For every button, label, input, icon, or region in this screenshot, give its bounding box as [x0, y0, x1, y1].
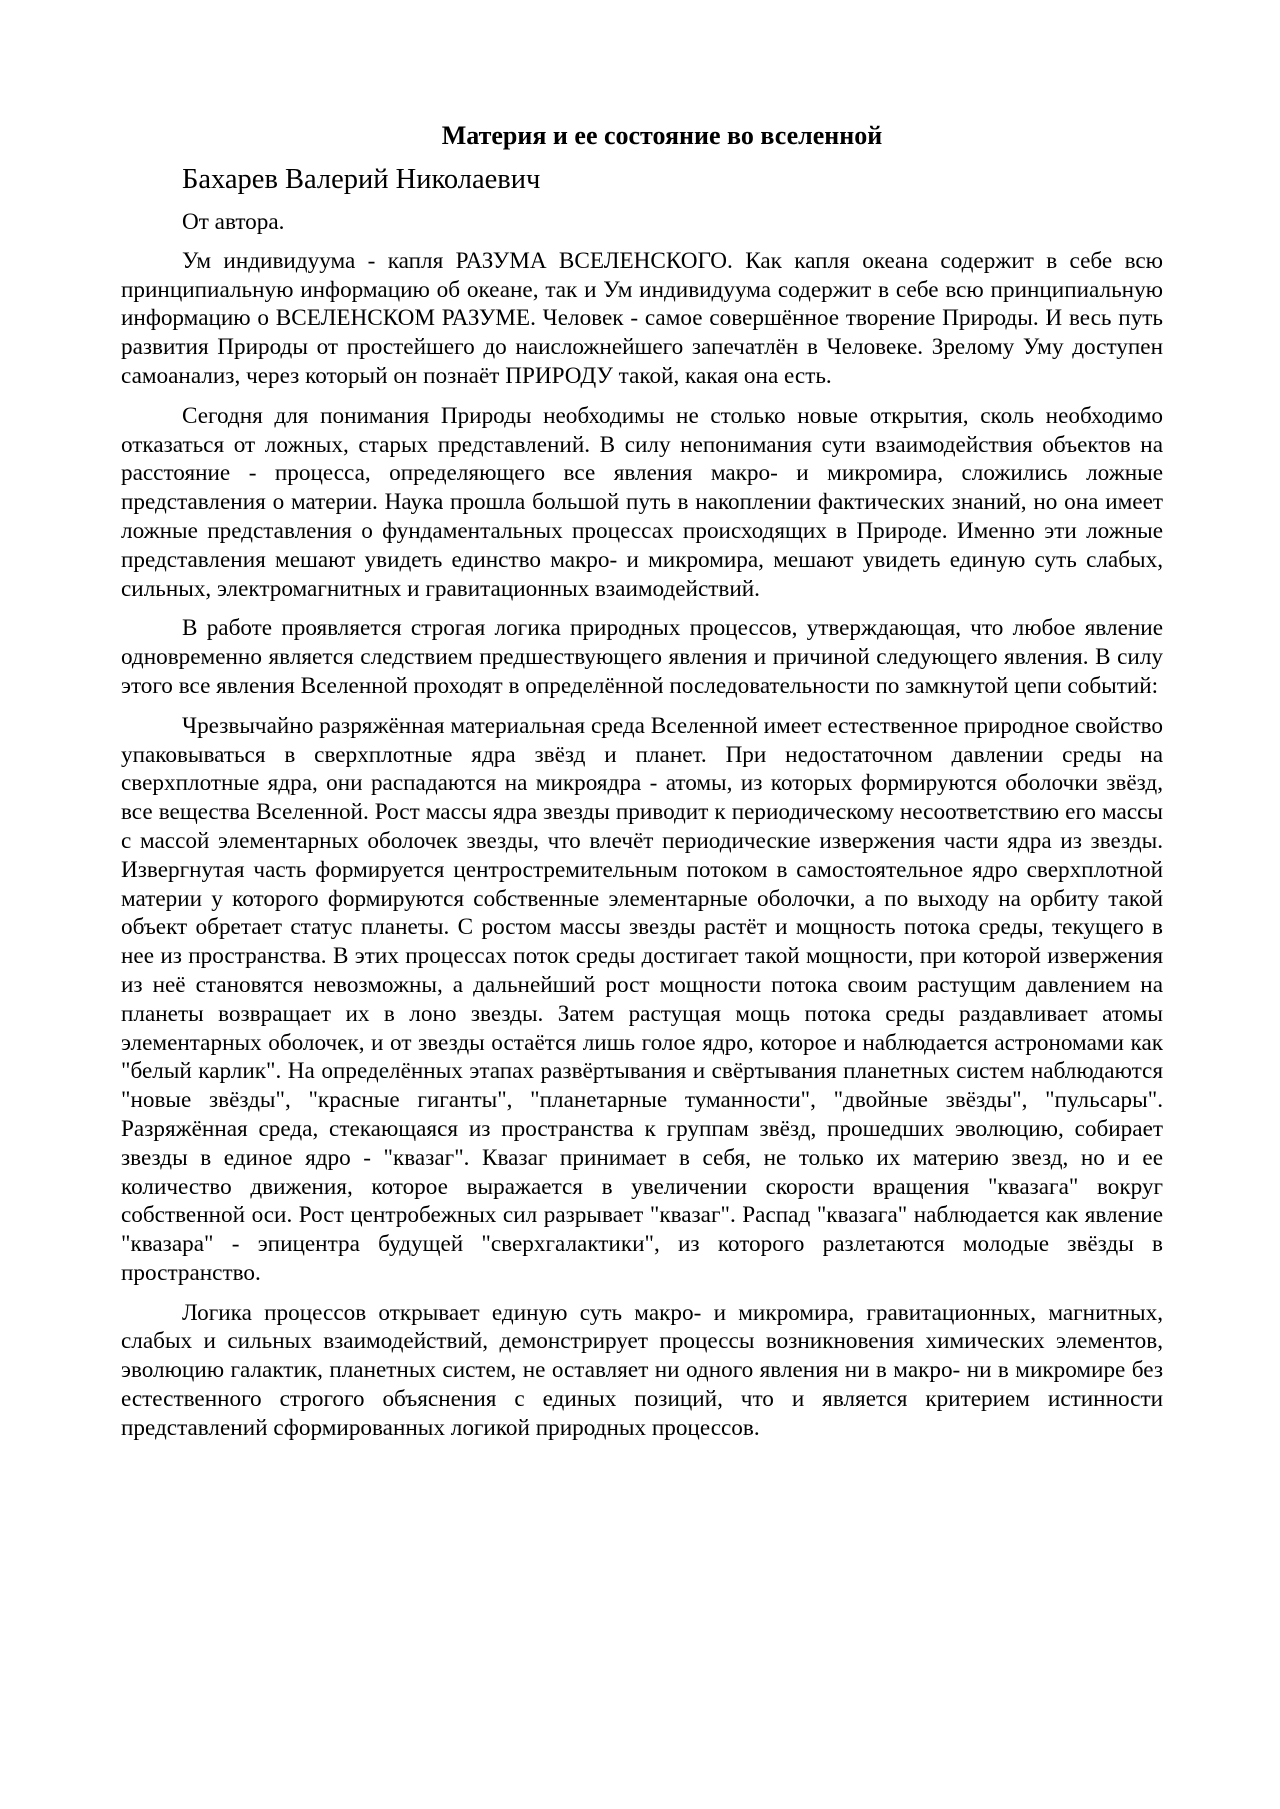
section-heading-from-author: От автора. [182, 209, 285, 235]
paragraph-1: Ум индивидуума - капля РАЗУМА ВСЕЛЕНСКОГО. Как капля океана содержит в себе всю принципиальную информацию об океане, так и Ум индивидуума содержит в себе всю принципиальную информацию о ВСЕЛЕНСКОМ РАЗУМЕ. Человек - самое совершённое творение Природы. И весь путь развития Природы от простейшего до наисложнейшего запечатлён в Человеке. Зрелому Уму доступен самоанализ, через который он познаёт ПРИРОДУ такой, какая она есть. [121, 247, 1163, 389]
paragraph-5: Логика процессов открывает единую суть макро- и микромира, гравитационных, магнитных, слабых и сильных взаимодействий, демонстрирует процессы возникновения химических элементов, эволюцию галактик, планетных систем, не оставляет ни одного явления ни в макро- ни в микромире без естественного строгого объяснения с единых позиций, что и является критерием истинности представлений сформированных логикой природных процессов. [121, 1299, 1163, 1441]
author-name: Бахарев Валерий Николаевич [182, 164, 541, 195]
paragraph-3: В работе проявляется строгая логика природных процессов, утверждающая, что любое явление одновременно является следствием предшествующего явления и причиной следующего явления. В силу этого все явления Вселенной проходят в определённой последовательности по замкнутой цепи событий: [121, 615, 1163, 699]
paragraph-4: Чрезвычайно разряжённая материальная среда Вселенной имеет естественное природное свойство упаковываться в сверхплотные ядра звёзд и планет. При недостаточном давлении среды на сверхплотные ядра, они распадаются на микроядра - атомы, из которых формируются оболочки звёзд, все вещества Вселенной. Рост массы ядра звезды приводит к периодическому несоответствию его массы с массой элементарных оболочек звезды, что влечёт периодические извержения части ядра из звезды. Извергнутая часть формируется центростремительным потоком в самостоятельное ядро сверхплотной материи у которого формируются собственные элементарные оболочки, а по выходу на орбиту такой объект обретает статус планеты. С ростом массы звезды растёт и мощность потока среды, текущего в нее из пространства. В этих процессах поток среды достигает такой мощности, при которой извержения из неё становятся невозможны, а дальнейший рост мощности потока своим растущим давлением на планеты возвращает их в лоно звезды. Затем растущая мощь потока среды раздавливает атомы элементарных оболочек, и от звезды остаётся лишь голое ядро, которое и наблюдается астрономами как "белый карлик". На определённых этапах развёртывания и свёртывания планетных систем наблюдаются "новые звёзды", "красные гиганты", "планетарные туманности", "двойные звёзды", "пульсары". Разряжённая среда, стекающаяся из пространства к группам звёзд, прошедших эволюцию, собирает звезды в единое ядро - "квазаг". Квазаг принимает в себя, не только их материю звезд, но и ее количество движения, которое выражается в увеличении скорости вращения "квазага" вокруг собственной оси. Рост центробежных сил разрывает "квазаг". Распад "квазага" наблюдается как явление "квазара" - эпицентра будущей "сверхгалактики", из которого разлетаются молодые звёзды в пространство. [121, 712, 1163, 1286]
document-body [121, 118, 1163, 1454]
document-title: Материя и ее состояние во вселенной [441, 121, 883, 150]
paragraph-2: Сегодня для понимания Природы необходимы не столько новые открытия, сколь необходимо отказаться от ложных, старых представлений. В силу непонимания сути взаимодействия объектов на расстояние - процесса, определяющего все явления макро- и микромира, сложились ложные представления о материи. Наука прошла большой путь в накоплении фактических знаний, но она имеет ложные представления о фундаментальных процессах происходящих в Природе. Именно эти ложные представления мешают увидеть единство макро- и микромира, мешают увидеть единую суть слабых, сильных, электромагнитных и гравитационных взаимодействий. [121, 402, 1163, 602]
